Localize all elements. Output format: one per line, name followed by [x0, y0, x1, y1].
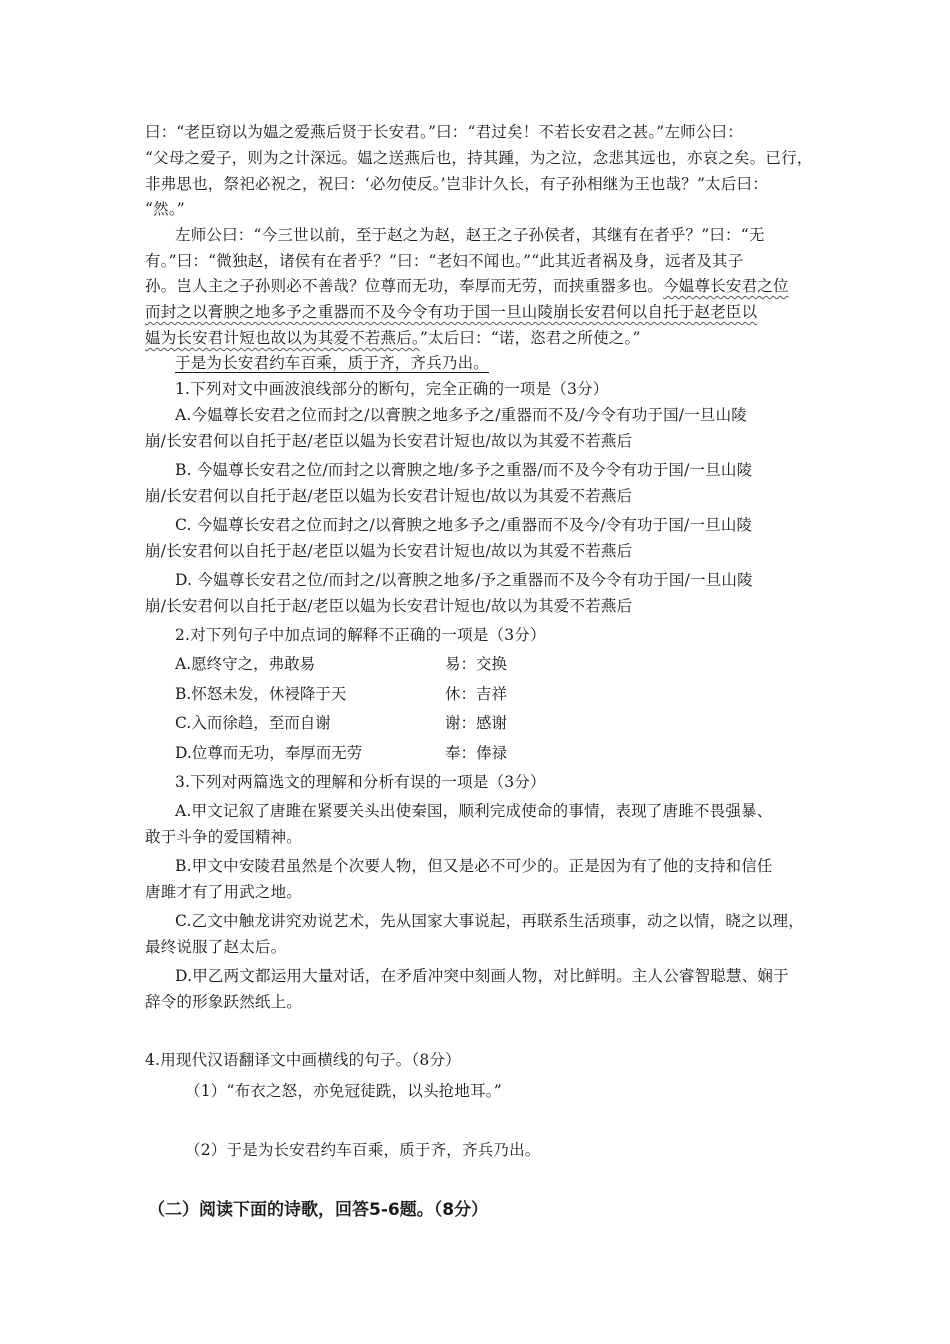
passage-line: 曰：“老臣窃以为媪之爱燕后贤于长安君。”曰：“君过矣！不若长安君之甚。”左师公曰： [145, 123, 743, 141]
q2-option-b-explanation: 休：吉祥 [445, 685, 508, 703]
passage-line [175, 352, 489, 374]
section-heading: （二）阅读下面的诗歌，回答5-6题。（8分） [148, 1200, 489, 1220]
q1-option-c: C. 今媪尊长安君之位而封之/以膏腴之地多予之/重器而不及今/令有功于国/一旦山陵 [175, 516, 753, 534]
q3-option-c: C.乙文中触龙讲究劝说艺术，先从国家大事说起，再联系生活琐事，动之以情，晓之以理， [175, 912, 804, 930]
q2-option-d-term: D.位尊而无功，奉厚而无劳 [175, 744, 363, 762]
q1-option-b-cont: 崩/长安君何以自托于赵/老臣以媪为长安君计短也/故以为其爱不若燕后 [145, 487, 633, 505]
passage-line: “父母之爱子，则为之计深远。媪之送燕后也，持其踵，为之泣，念悲其远也，亦哀之矣。已行， [145, 149, 813, 167]
q1-option-d: D. 今媪尊长安君之位/而封之/以膏腴之地多/予之重器而不及今令有功于国/一旦山陵 [175, 571, 753, 589]
question-3-stem: 3.下列对两篇选文的理解和分析有误的一项是（3分） [175, 773, 546, 791]
passage-line: 左师公曰：“今三世以前，至于赵之为赵，赵王之子孙侯者，其继有在者乎？”曰：“无 [175, 226, 765, 244]
q1-option-d-cont: 崩/长安君何以自托于赵/老臣以媪为长安君计短也/故以为其爱不若燕后 [145, 597, 633, 615]
underlined-sentence: 于是为长安君约车百乘，质于齐，齐兵乃出。 [175, 354, 490, 372]
passage-line: 有。”曰：“微独赵，诸侯有在者乎？”曰：“老妇不闻也。”“此其近者祸及身，远者及其子 [145, 252, 744, 270]
q4-sentence-1: （1）“布衣之怒，亦免冠徒跣，以头抢地耳。” [185, 1082, 502, 1100]
q3-option-b-cont: 唐雎才有了用武之地。 [145, 883, 303, 901]
q2-option-a-explanation: 易：交换 [445, 655, 508, 673]
q3-option-a-cont: 敢于斗争的爱国精神。 [145, 828, 303, 846]
wavy-underlined-text: 今媪尊长安君之位 [663, 277, 789, 295]
q2-option-b-term: B.怀怒未发，休祲降于天 [175, 685, 347, 703]
q3-option-d-cont: 辞令的形象跃然纸上。 [145, 993, 303, 1011]
q1-option-a-cont: 崩/长安君何以自托于赵/老臣以媪为长安君计短也/故以为其爱不若燕后 [145, 432, 633, 450]
q2-option-a-term: A.愿终守之，弗敢易 [175, 655, 316, 673]
wavy-underlined-text: 媪为长安君计短也故以为其爱不若燕后。 [145, 329, 420, 347]
passage-line [145, 275, 789, 297]
q2-option-c-explanation: 谢：感谢 [445, 714, 508, 732]
q3-option-d: D.甲乙两文都运用大量对话，在矛盾冲突中刻画人物，对比鲜明。主人公睿智聪慧、娴于 [175, 967, 789, 985]
passage-line: 非弗思也，祭祀必祝之，祝曰：‘必勿使反。’岂非计久长，有子孙相继为王也哉？”太后曰： [145, 175, 768, 193]
q2-option-d-explanation: 奉：俸禄 [445, 744, 508, 762]
wavy-underlined-text: 而封之以膏腴之地多予之重器而不及今令有功于国一旦山陵崩长安君何以自托于赵老臣以 [145, 303, 758, 321]
q1-option-b: B. 今媪尊长安君之位/而封之以膏腴之地/多予之重器/而不及今令有功于国/一旦山陵 [175, 461, 753, 479]
q3-option-a: A.甲文记叙了唐雎在紧要关头出使秦国，顺利完成使命的事情，表现了唐雎不畏强暴、 [175, 802, 773, 820]
q1-option-a: A.今媪尊长安君之位而封之/以膏腴之地多予之/重器而不及/今令有功于国/一旦山陵 [175, 406, 748, 424]
question-1-stem: 1.下列对文中画波浪线部分的断句，完全正确的一项是（3分） [175, 380, 609, 398]
passage-line: “然。” [145, 200, 185, 218]
q2-option-c-term: C.入而徐趋，至而自谢 [175, 714, 331, 732]
passage-line [145, 327, 641, 349]
q3-option-b: B.甲文中安陵君虽然是个次要人物，但又是必不可少的。正是因为有了他的支持和信任 [175, 857, 773, 875]
passage-text: ”太后曰：“诺，恣君之所使之。” [419, 329, 641, 347]
question-2-stem: 2.对下列句子中加点词的解释不正确的一项是（3分） [175, 626, 546, 644]
question-4-stem: 4.用现代汉语翻译文中画横线的句子。（8分） [145, 1051, 461, 1069]
passage-text: 孙。岂人主之子孙则必不善哉？位尊而无功，奉厚而无劳，而挟重器多也。 [145, 277, 664, 295]
q3-option-c-cont: 最终说服了赵太后。 [145, 938, 287, 956]
q1-option-c-cont: 崩/长安君何以自托于赵/老臣以媪为长安君计短也/故以为其爱不若燕后 [145, 542, 633, 560]
passage-line [145, 301, 757, 323]
q4-sentence-2: （2）于是为长安君约车百乘，质于齐，齐兵乃出。 [185, 1141, 541, 1159]
